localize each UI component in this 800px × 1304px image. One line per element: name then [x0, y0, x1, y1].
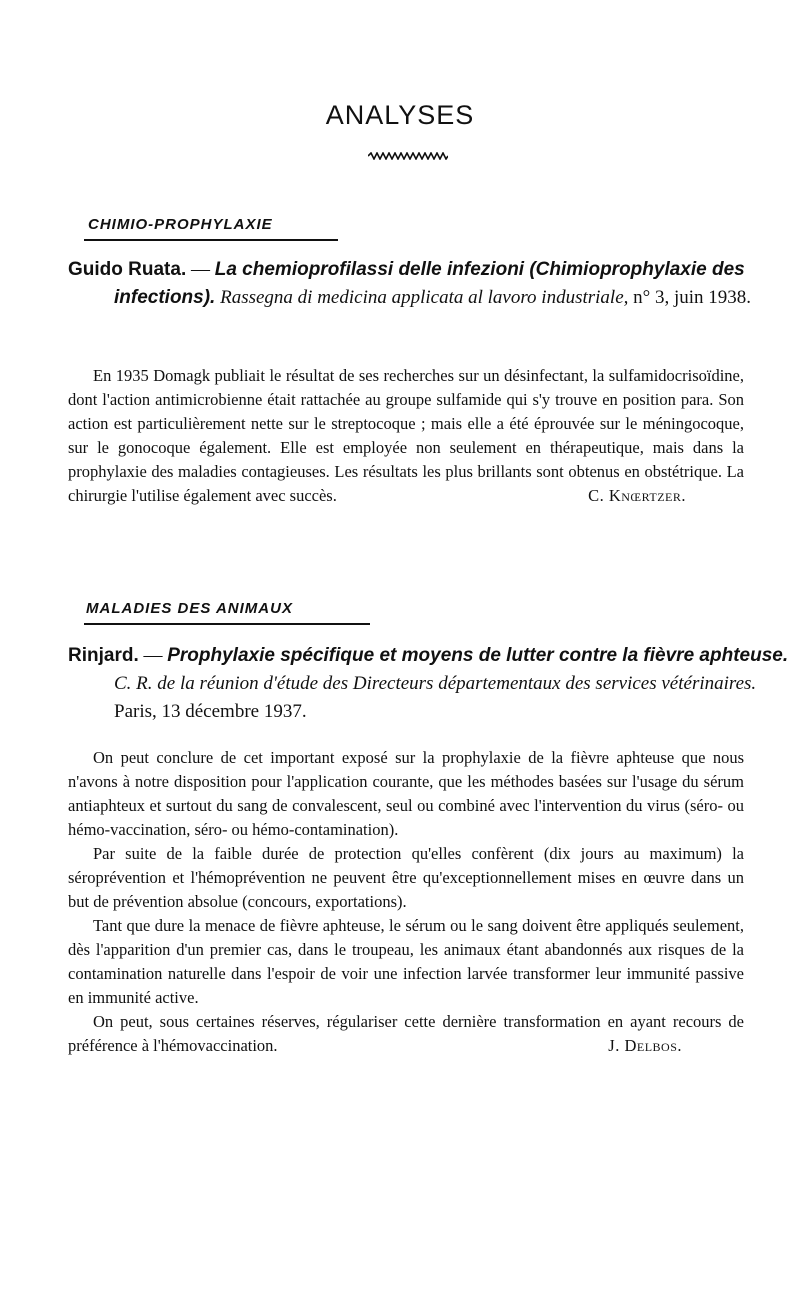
entry-source: C. R. de la réunion d'étude des Directeurs départementaux des services vétérinaires. — [114, 673, 757, 694]
section-rule — [84, 239, 338, 241]
entry-work-title: La chemioprofilassi delle infezioni (Chimioprophylaxie des infections). — [114, 259, 745, 308]
entry-citation — [68, 642, 794, 726]
paragraph: On peut conclure de cet important exposé sur la prophylaxie de la fièvre aphteuse que nous n'avons à notre disposition pour l'application courante, que les méthodes basées sur l'usage du sérum antiaphteux et surtout du sang de convalescent, seul ou combiné avec l'intervention du virus (séro- ou hémo-vaccination, séro- ou hémo-contamination). — [68, 748, 744, 839]
entry-author: Guido Ruata. — [68, 259, 187, 280]
entry-citation — [68, 256, 794, 312]
paragraph: En 1935 Domagk publiait le résultat de ses recherches sur un désinfectant, la sulfamidocrisoïdine, dont l'action antimicrobienne était rattachée au groupe sulfamide qui s'y trouve en position para. Son action est particulièrement nette sur le streptocoque ; mais elle a été éprouvée sur le méningocoque, sur le gonocoque également. Elle est employée non seulement en thérapeutique, mais dans la prophylaxie des maladies contagieuses. Les résultats les plus brillants sont obtenus en obstétrique. La chirurgie l'utilise également avec succès. — [68, 366, 744, 505]
signature: C. Knœrtzer. — [588, 486, 686, 505]
section-heading-maladies-des-animaux: MALADIES DES ANIMAUX — [86, 600, 293, 617]
title-ornament — [368, 152, 448, 160]
entry-source-details: Paris, 13 décembre 1937. — [114, 701, 307, 722]
entry-source: Rassegna di medicina applicata al lavoro industriale, — [215, 287, 629, 308]
paragraph: Tant que dure la menace de fièvre aphteuse, le sérum ou le sang doivent être appliqués seulement, dès l'apparition d'un premier cas, dans le troupeau, les animaux étant abandonnés aux risques de la contamination naturelle dans l'espoir de voir une infection larvée transformer leur immunité passive en immunité active. — [68, 916, 744, 1007]
entry-body — [68, 364, 744, 508]
page-title: ANALYSES — [325, 100, 475, 130]
entry-source-details: n° 3, juin 1938. — [628, 287, 752, 308]
entry-author: Rinjard. — [68, 645, 139, 666]
section-rule — [84, 623, 370, 625]
entry-work-title: Prophylaxie spécifique et moyens de lutter contre la fièvre aphteuse. — [167, 645, 789, 666]
section-heading-chimio-prophylaxie: CHIMIO-PROPHYLAXIE — [88, 216, 273, 233]
entry-dash: — — [186, 259, 215, 280]
paragraph: Par suite de la faible durée de protection qu'elles confèrent (dix jours au maximum) la séroprévention et l'hémoprévention ne peuvent être qu'exceptionnellement mises en œuvre dans un but de prévention absolue (concours, exportations). — [68, 844, 744, 911]
entry-dash: — — [138, 645, 168, 666]
paragraph: On peut, sous certaines réserves, régulariser cette dernière transformation en ayant recours de préférence à l'hémovaccination. — [68, 1012, 744, 1055]
signature: J. Delbos. — [608, 1036, 682, 1055]
entry-body — [68, 746, 744, 1058]
